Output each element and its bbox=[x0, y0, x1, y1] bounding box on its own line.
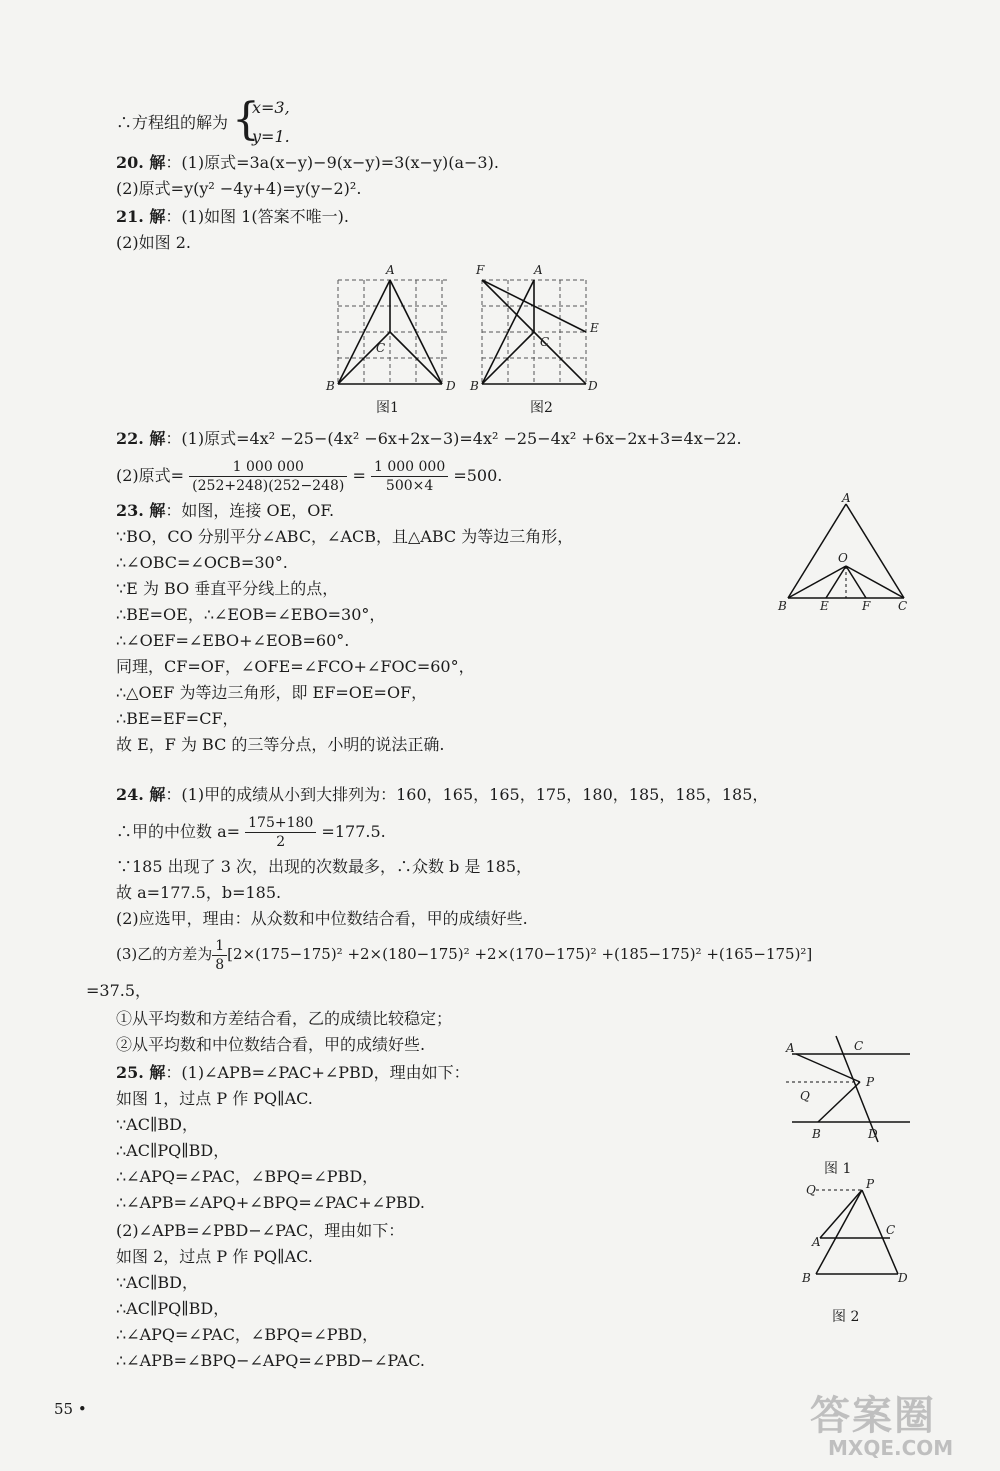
fraction bbox=[189, 458, 347, 495]
problem-23-line-9: ∴BE=EF=CF， bbox=[116, 709, 239, 728]
parallel-lines-figure-1 bbox=[782, 1034, 912, 1146]
problem-24-line-8: ①从平均数和方差结合看，乙的成绩比较稳定； bbox=[116, 1009, 453, 1028]
problem-number: 24. 解 bbox=[116, 785, 166, 804]
problem-25-line-1 bbox=[116, 1062, 470, 1084]
text: ：(1)∠APB=∠PAC+∠PBD，理由如下： bbox=[165, 1063, 470, 1082]
svg-text:B: B bbox=[326, 379, 335, 393]
svg-text:A: A bbox=[534, 263, 543, 277]
svg-text:F: F bbox=[476, 263, 485, 277]
problem-21-line-2: (2)如图 2. bbox=[116, 233, 192, 252]
parallel-lines-figure-2 bbox=[794, 1176, 916, 1288]
figure-caption: 图 2 bbox=[832, 1309, 860, 1325]
problem-20-line-2: (2)原式=y(y² −4y+4)=y(y−2)². bbox=[116, 179, 362, 198]
problem-24-line-4: 故 a=177.5，b=185. bbox=[116, 883, 282, 902]
text: ：(1)如图 1(答案不唯一). bbox=[165, 207, 349, 226]
svg-text:D: D bbox=[868, 1127, 878, 1141]
svg-text:D: D bbox=[446, 379, 456, 393]
problem-25-line-5: ∴∠APQ=∠PAC，∠BPQ=∠PBD， bbox=[116, 1167, 379, 1186]
problem-24-line-7: =37.5， bbox=[86, 981, 152, 1000]
problem-25-line-7: (2)∠APB=∠PBD−∠PAC，理由如下： bbox=[116, 1221, 405, 1240]
denominator: 8 bbox=[215, 956, 225, 973]
problem-25-line-8: 如图 2，过点 P 作 PQ∥AC. bbox=[116, 1247, 313, 1266]
numerator: 1 bbox=[212, 937, 227, 956]
svg-text:P: P bbox=[866, 1177, 875, 1191]
problem-number: 20. 解 bbox=[116, 153, 166, 172]
text: (2)原式= bbox=[116, 466, 185, 485]
svg-text:A: A bbox=[786, 1041, 795, 1055]
problem-23-line-8: ∴△OEF 为等边三角形，即 EF=OE=OF， bbox=[116, 683, 428, 702]
problem-23-line-10: 故 E，F 为 BC 的三等分点，小明的说法正确. bbox=[116, 735, 445, 754]
svg-text:C: C bbox=[854, 1039, 864, 1053]
problem-24-line-2 bbox=[116, 814, 386, 851]
svg-text:B: B bbox=[812, 1127, 821, 1141]
svg-text:E: E bbox=[820, 599, 829, 613]
svg-text:E: E bbox=[590, 321, 599, 335]
svg-text:A: A bbox=[842, 491, 851, 505]
problem-23-line-6: ∴∠OEF=∠EBO+∠EOB=60°. bbox=[116, 631, 350, 650]
svg-text:F: F bbox=[862, 599, 871, 613]
problem-25-line-10: ∴AC∥PQ∥BD， bbox=[116, 1299, 230, 1318]
numerator: 175+180 bbox=[245, 814, 316, 833]
fraction bbox=[371, 458, 448, 495]
numerator: 1 000 000 bbox=[189, 458, 347, 477]
problem-number: 23. 解 bbox=[116, 501, 166, 520]
svg-text:C: C bbox=[540, 335, 550, 349]
text: ∴甲的中位数 a= bbox=[116, 822, 241, 841]
problem-23-line-4: ∵E 为 BO 垂直平分线上的点， bbox=[116, 579, 339, 598]
svg-text:D: D bbox=[898, 1271, 908, 1285]
text: (3)乙的方差为 bbox=[116, 945, 213, 963]
problem-number: 21. 解 bbox=[116, 207, 166, 226]
problem-23-line-5: ∴BE=OE，∴∠EOB=∠EBO=30°， bbox=[116, 605, 386, 624]
text: ∴方程组的解为 bbox=[116, 113, 229, 132]
problem-number: 25. 解 bbox=[116, 1063, 166, 1082]
text: = bbox=[352, 466, 366, 485]
system-x: x=3, bbox=[252, 98, 290, 117]
problem-23-line-3: ∴∠OBC=∠OCB=30°. bbox=[116, 553, 288, 572]
problem-25-line-2: 如图 1，过点 P 作 PQ∥AC. bbox=[116, 1089, 313, 1108]
watermark-url: MXQE.COM bbox=[828, 1436, 954, 1460]
svg-text:B: B bbox=[470, 379, 479, 393]
grid-figure-2 bbox=[468, 258, 608, 398]
text: =500. bbox=[453, 466, 503, 485]
problem-25-line-12: ∴∠APB=∠BPQ−∠APQ=∠PBD−∠PAC. bbox=[116, 1351, 425, 1370]
problem-23-line-1 bbox=[116, 500, 334, 522]
fraction bbox=[212, 937, 227, 974]
text: =177.5. bbox=[321, 822, 386, 841]
denominator: 2 bbox=[276, 834, 286, 850]
fraction bbox=[245, 814, 316, 851]
figure-caption: 图 1 bbox=[824, 1161, 852, 1177]
svg-text:A: A bbox=[386, 263, 395, 277]
triangle-figure bbox=[776, 490, 916, 620]
figure-caption: 图1 bbox=[376, 400, 399, 416]
text: [2×(175−175)² +2×(180−175)² +2×(170−175)² +(185−175)² +(165−175)²] bbox=[227, 945, 813, 963]
figure-caption: 图2 bbox=[530, 400, 553, 416]
problem-24-line-9: ②从平均数和中位数结合看，甲的成绩好些. bbox=[116, 1035, 426, 1054]
svg-text:P: P bbox=[866, 1075, 875, 1089]
text: ：(1)甲的成绩从小到大排列为：160，165，165，175，180，185，185，185， bbox=[165, 785, 769, 804]
svg-text:A: A bbox=[812, 1235, 821, 1249]
svg-text:O: O bbox=[838, 551, 848, 565]
grid-figure-1 bbox=[318, 258, 458, 398]
svg-text:C: C bbox=[376, 341, 386, 355]
problem-24-line-6 bbox=[116, 936, 812, 974]
system-y: y=1. bbox=[252, 127, 290, 146]
brace: { bbox=[232, 94, 260, 145]
problem-24-line-1 bbox=[116, 784, 768, 806]
text: ：(1)原式=4x² −25−(4x² −6x+2x−3)=4x² −25−4x² +6x−2x+3=4x−22. bbox=[165, 429, 742, 448]
svg-text:B: B bbox=[802, 1271, 811, 1285]
svg-text:D: D bbox=[588, 379, 598, 393]
problem-25-line-9: ∵AC∥BD， bbox=[116, 1273, 198, 1292]
svg-text:Q: Q bbox=[806, 1183, 816, 1197]
problem-21-line-1 bbox=[116, 206, 349, 228]
denominator: 500×4 bbox=[385, 478, 434, 494]
problem-23-line-7: 同理，CF=OF，∠OFE=∠FCO+∠FOC=60°， bbox=[116, 657, 475, 676]
problem-25-line-4: ∴AC∥PQ∥BD， bbox=[116, 1141, 230, 1160]
svg-text:Q: Q bbox=[800, 1089, 810, 1103]
problem-25-line-6: ∴∠APB=∠APQ+∠BPQ=∠PAC+∠PBD. bbox=[116, 1193, 425, 1212]
problem-25-line-3: ∵AC∥BD， bbox=[116, 1115, 198, 1134]
svg-text:C: C bbox=[886, 1223, 896, 1237]
problem-25-line-11: ∴∠APQ=∠PAC，∠BPQ=∠PBD， bbox=[116, 1325, 379, 1344]
denominator: (252+248)(252−248) bbox=[192, 478, 345, 494]
text: ：如图，连接 OE，OF. bbox=[165, 501, 335, 520]
problem-20-line-1 bbox=[116, 152, 499, 174]
problem-23-line-2: ∵BO，CO 分别平分∠ABC，∠ACB，且△ABC 为等边三角形， bbox=[116, 527, 574, 546]
problem-24-line-3: ∵185 出现了 3 次，出现的次数最多，∴众数 b 是 185， bbox=[116, 857, 533, 876]
problem-number: 22. 解 bbox=[116, 429, 166, 448]
svg-text:C: C bbox=[898, 599, 908, 613]
text: ：(1)原式=3a(x−y)−9(x−y)=3(x−y)(a−3). bbox=[165, 153, 499, 172]
problem-24-line-5: (2)应选甲，理由：从众数和中位数结合看，甲的成绩好些. bbox=[116, 909, 528, 928]
problem-22-line-1 bbox=[116, 428, 742, 450]
svg-text:B: B bbox=[778, 599, 787, 613]
solution-line bbox=[116, 112, 228, 134]
watermark-logo: 答案圈 bbox=[810, 1393, 936, 1439]
page-number: 55 • bbox=[54, 1400, 87, 1418]
numerator: 1 000 000 bbox=[371, 458, 448, 477]
problem-22-line-2 bbox=[116, 458, 502, 495]
